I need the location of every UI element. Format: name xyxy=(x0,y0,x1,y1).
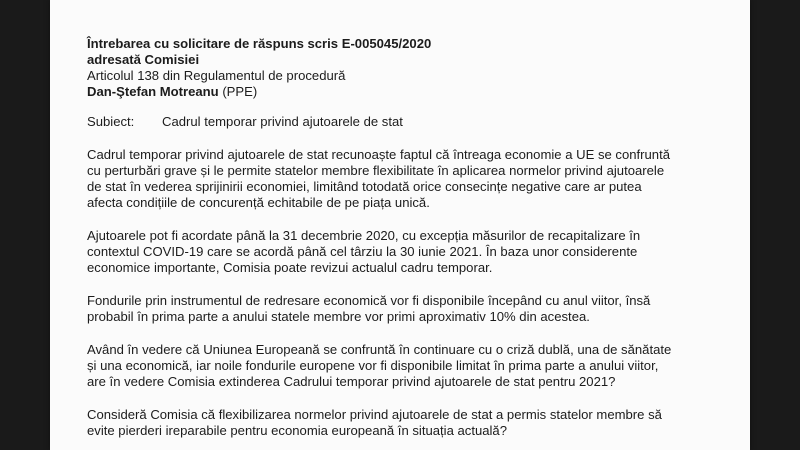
paragraph-line: are în vedere Comisia extinderea Cadrului temporar privind ajutoarele de stat pentru 2021? xyxy=(87,374,616,389)
paragraph-line: contextul COVID-19 care se acordă până cel târziu la 30 iunie 2021. În baza unor considerente xyxy=(87,244,638,259)
author-name: Dan-Ştefan Motreanu xyxy=(87,84,219,99)
paragraph-line: Având în vedere că Uniunea Europeană se confruntă în continuare cu o criză dublă, una de sănătate xyxy=(87,342,672,357)
author-line xyxy=(87,84,727,100)
subject-label: Subiect: xyxy=(87,114,135,129)
subject-line xyxy=(87,114,727,130)
paragraph-line: Consideră Comisia că flexibilizarea normelor privind ajutoarele de stat a permis statelor membre să xyxy=(87,407,662,422)
paragraph-1 xyxy=(87,147,727,211)
paragraph-line: și una economică, iar noile fondurile europene vor fi disponibile limitat în prima parte a anului viitor, xyxy=(87,358,659,373)
paragraph-line: probabil în prima parte a anului statele membre vor primi aproximativ 10% din acestea. xyxy=(87,309,590,324)
paragraph-5 xyxy=(87,407,727,439)
paragraph-3 xyxy=(87,293,727,325)
paragraph-line: economice importante, Comisia poate revizui actualul cadru temporar. xyxy=(87,260,493,275)
subject-text: Cadrul temporar privind ajutoarele de stat xyxy=(162,114,403,129)
paragraph-line: Fondurile prin instrumentul de redresare economică vor fi disponibile începând cu anul viitor, însă xyxy=(87,293,651,308)
paragraph-line: cu perturbări grave și le permite statelor membre flexibilitate în aplicarea normelor privind ajutoarele xyxy=(87,163,665,178)
rule-reference: Articolul 138 din Regulamentul de procedură xyxy=(87,68,346,83)
paragraph-2 xyxy=(87,228,727,276)
paragraph-line: evite pierderi ireparabile pentru economia europeană în situația actuală? xyxy=(87,423,507,438)
document-content xyxy=(87,36,727,439)
paragraph-line: afecta condițiile de concurență echitabile de pe piața unică. xyxy=(87,195,430,210)
document-page xyxy=(50,0,750,450)
paragraph-line: Ajutoarele pot fi acordate până la 31 decembrie 2020, cu excepția măsurilor de recapitalizare în xyxy=(87,228,641,243)
question-title: Întrebarea cu solicitare de răspuns scris E-005045/2020 xyxy=(87,36,432,51)
author-group: (PPE) xyxy=(218,84,258,99)
paragraph-4 xyxy=(87,342,727,390)
paragraph-line: de stat în vederea sprijinirii economiei, limitând totodată orice consecințe negative care ar putea xyxy=(87,179,642,194)
paragraph-line: Cadrul temporar privind ajutoarele de stat recunoaște faptul că întreaga economie a UE se confruntă xyxy=(87,147,671,162)
addressee: adresată Comisiei xyxy=(87,52,200,67)
